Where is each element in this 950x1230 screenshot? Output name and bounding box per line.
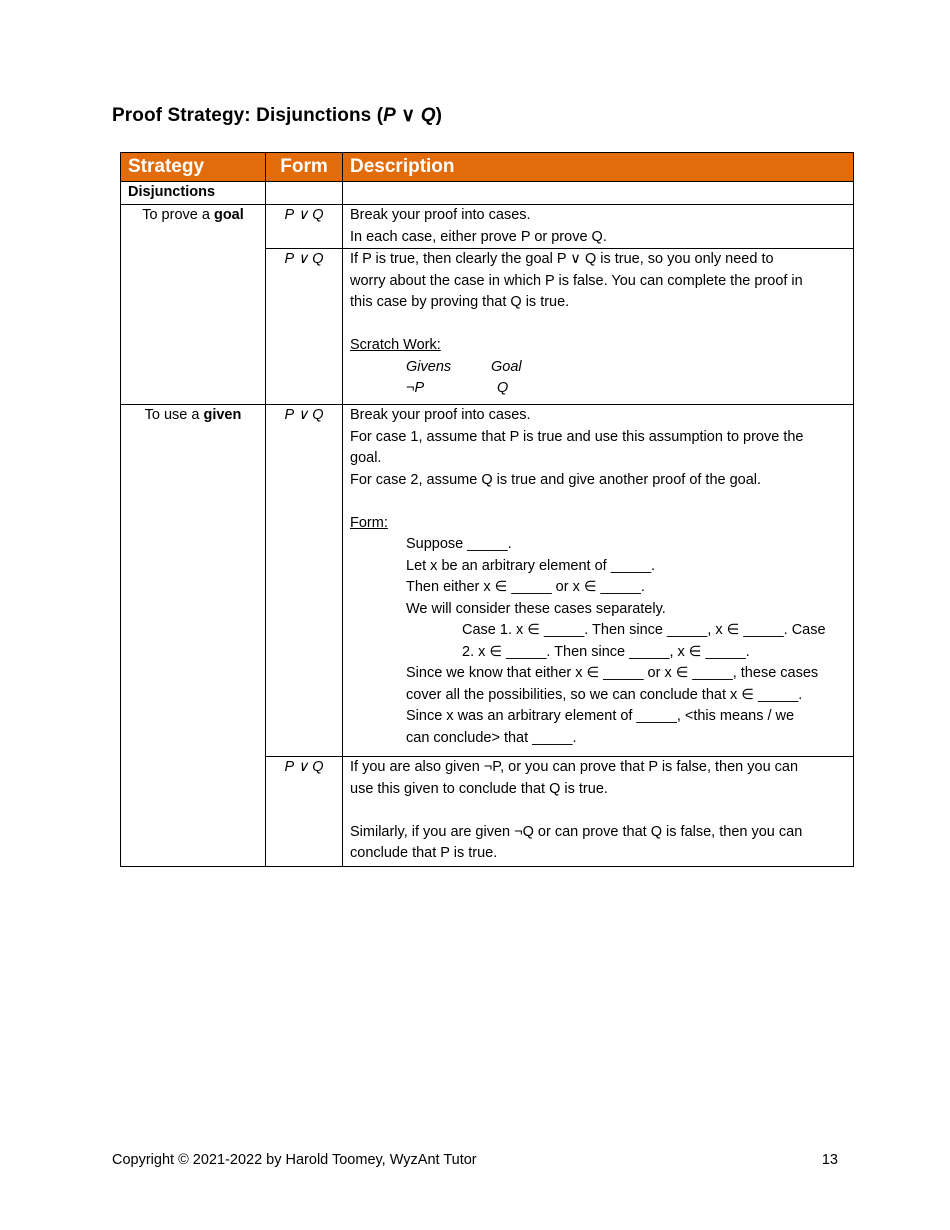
description-cell — [343, 757, 854, 867]
template-line: Case 1. x ∈ _____. Then since _____, x ∈ _____. Case — [462, 622, 826, 638]
description-cell — [343, 205, 854, 249]
description-line: conclude that P is true. — [350, 845, 498, 861]
template-line: cover all the possibilities, so we can conclude that x ∈ _____. — [406, 686, 803, 703]
description-cell — [343, 405, 854, 757]
table-header-row — [121, 153, 854, 182]
template-line: Since x was an arbitrary element of _____, <this means / we — [406, 708, 795, 724]
description-line: Break your proof into cases. — [350, 407, 531, 423]
form-label: Form: — [350, 514, 388, 531]
description-line: Break your proof into cases. — [350, 207, 531, 223]
copyright-text: Copyright © 2021-2022 by Harold Toomey, WyzAnt Tutor — [112, 1152, 477, 1168]
page-footer — [112, 1152, 838, 1168]
description-line: For case 2, assume Q is true and give another proof of the goal. — [350, 471, 762, 488]
template-line: Suppose _____. — [406, 536, 512, 552]
template-line: Since we know that either x ∈ _____ or x ∈ _____, these cases — [406, 665, 819, 681]
description-line: If you are also given ¬P, or you can prove that P is false, then you can — [350, 759, 799, 775]
page-title: Proof Strategy: Disjunctions (P ∨ Q) — [112, 105, 443, 126]
description-line: use this given to conclude that Q is true. — [350, 780, 608, 797]
description-line: If P is true, then clearly the goal P ∨ Q is true, so you only need to — [350, 251, 774, 267]
template-line: 2. x ∈ _____. Then since _____, x ∈ _____. — [462, 643, 750, 660]
description-line: Similarly, if you are given ¬Q or can prove that Q is false, then you can — [350, 823, 803, 840]
page-number: 13 — [821, 1152, 838, 1168]
description-line: For case 1, assume that P is true and use this assumption to prove the — [350, 428, 804, 445]
description-cell — [343, 249, 854, 405]
form-cell: P ∨ Q — [266, 757, 343, 867]
header-strategy: Strategy — [121, 153, 266, 182]
empty-cell — [343, 182, 854, 205]
description-line: this case by proving that Q is true. — [350, 294, 570, 310]
description-line: worry about the case in which P is false. You can complete the proof in — [350, 272, 803, 289]
scratch-work-label: Scratch Work: — [350, 337, 441, 353]
given-value: ¬P — [406, 380, 425, 396]
strategy-given: To use a given — [121, 405, 266, 867]
description-line: In each case, either prove P or prove Q. — [350, 228, 607, 245]
header-form: Form — [266, 153, 343, 182]
goal-value: Q — [497, 380, 509, 396]
givens-header: Givens — [406, 358, 452, 375]
strategy-table — [120, 152, 854, 867]
template-line: Then either x ∈ _____ or x ∈ _____. — [406, 579, 645, 595]
strategy-goal: To prove a goal — [121, 205, 266, 405]
scratch-header-row — [350, 357, 846, 379]
table-row — [121, 205, 854, 249]
goal-header: Goal — [491, 358, 522, 375]
section-label: Disjunctions — [121, 182, 266, 205]
header-description: Description — [343, 153, 854, 182]
section-row — [121, 182, 854, 205]
template-line: Let x be an arbitrary element of _____. — [406, 557, 656, 574]
description-line: goal. — [350, 450, 382, 466]
empty-cell — [266, 182, 343, 205]
form-cell: P ∨ Q — [266, 205, 343, 249]
scratch-value-row — [350, 378, 846, 400]
template-line: can conclude> that _____. — [406, 729, 577, 746]
form-cell: P ∨ Q — [266, 405, 343, 757]
form-cell: P ∨ Q — [266, 249, 343, 405]
template-line: We will consider these cases separately. — [406, 600, 666, 617]
table-row — [121, 405, 854, 757]
